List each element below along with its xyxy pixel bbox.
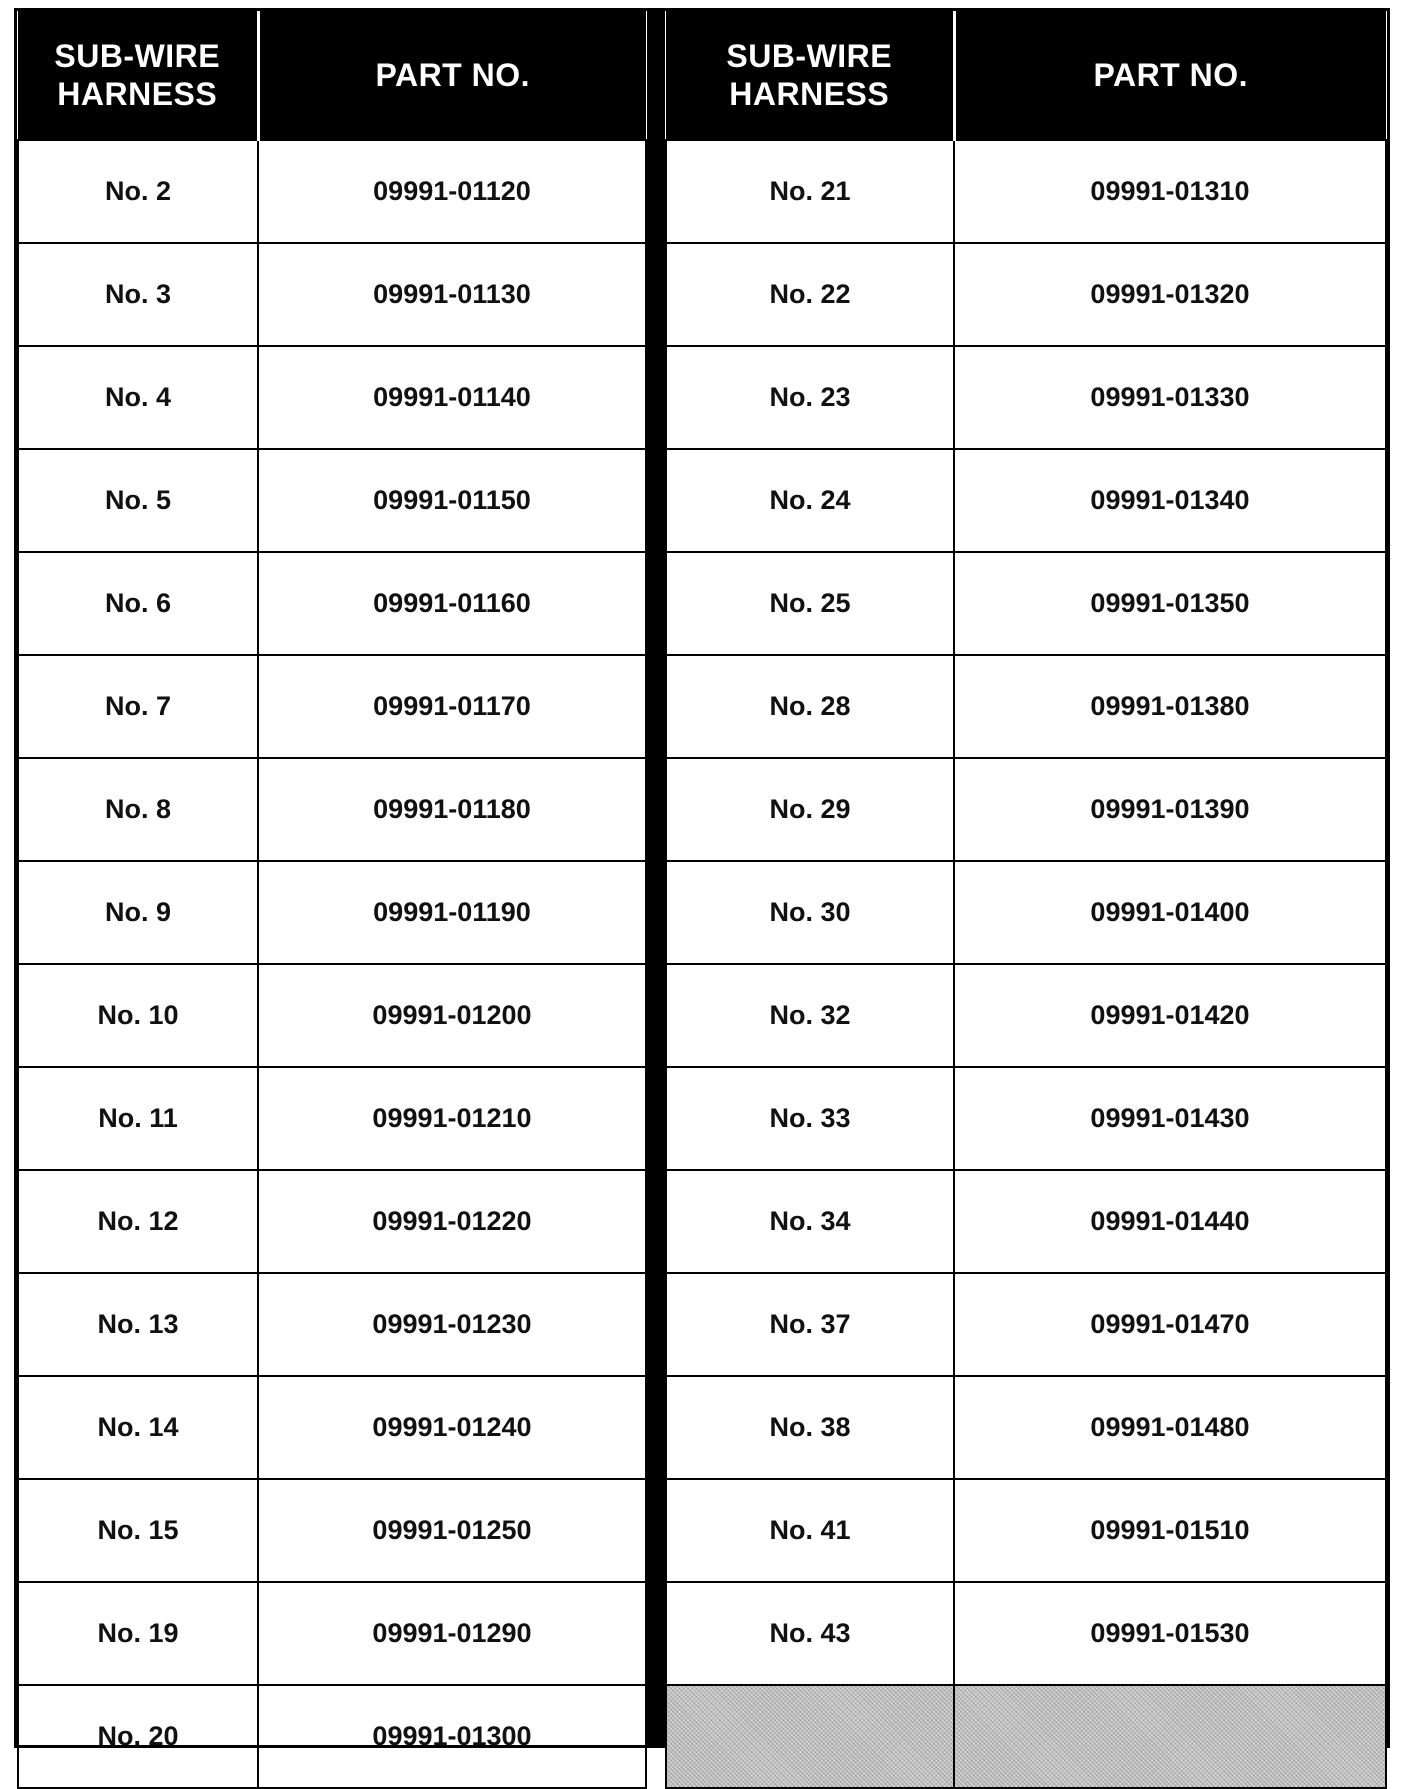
table-row	[18, 1170, 646, 1273]
table-row	[18, 1273, 646, 1376]
harness-cell: No. 34	[666, 1170, 954, 1273]
harness-cell: No. 28	[666, 655, 954, 758]
table-row	[18, 552, 646, 655]
harness-cell: No. 11	[18, 1067, 258, 1170]
part-no-cell: 09991-01510	[954, 1479, 1386, 1582]
harness-cell: No. 19	[18, 1582, 258, 1685]
right-harness-header	[666, 11, 954, 140]
harness-header-line2: HARNESS	[729, 76, 890, 112]
part-no-cell: 09991-01400	[954, 861, 1386, 964]
harness-cell: No. 3	[18, 243, 258, 346]
harness-cell: No. 14	[18, 1376, 258, 1479]
part-no-cell: 09991-01210	[258, 1067, 646, 1170]
harness-cell: No. 30	[666, 861, 954, 964]
harness-cell: No. 32	[666, 964, 954, 1067]
harness-cell: No. 41	[666, 1479, 954, 1582]
part-no-cell: 09991-01330	[954, 346, 1386, 449]
part-no-cell: 09991-01160	[258, 552, 646, 655]
harness-cell: No. 6	[18, 552, 258, 655]
harness-header-line1: SUB-WIRE	[54, 38, 221, 74]
table-row	[18, 964, 646, 1067]
table-row	[18, 346, 646, 449]
harness-cell: No. 5	[18, 449, 258, 552]
part-no-cell: 09991-01390	[954, 758, 1386, 861]
table-row-empty	[666, 1685, 1386, 1788]
right-header-row	[666, 11, 1386, 140]
harness-cell: No. 23	[666, 346, 954, 449]
table-row	[666, 655, 1386, 758]
part-no-cell: 09991-01190	[258, 861, 646, 964]
harness-cell: No. 15	[18, 1479, 258, 1582]
harness-cell: No. 7	[18, 655, 258, 758]
harness-cell: No. 20	[18, 1685, 258, 1788]
table-row	[666, 1170, 1386, 1273]
left-table-section	[14, 8, 650, 1751]
table-row	[18, 758, 646, 861]
table-row	[666, 552, 1386, 655]
table-row	[18, 1376, 646, 1479]
table-row	[18, 1582, 646, 1685]
left-harness-header	[18, 11, 258, 140]
harness-header-line2: HARNESS	[57, 76, 218, 112]
part-no-cell: 09991-01120	[258, 140, 646, 243]
table-row	[666, 1376, 1386, 1479]
harness-cell: No. 4	[18, 346, 258, 449]
harness-cell: No. 37	[666, 1273, 954, 1376]
part-no-cell: 09991-01420	[954, 964, 1386, 1067]
part-no-cell: 09991-01200	[258, 964, 646, 1067]
part-no-cell: 09991-01150	[258, 449, 646, 552]
table-row	[18, 861, 646, 964]
part-no-cell: 09991-01430	[954, 1067, 1386, 1170]
part-no-cell: 09991-01230	[258, 1273, 646, 1376]
parts-table-sheet	[14, 8, 1390, 1751]
harness-cell: No. 13	[18, 1273, 258, 1376]
part-no-cell: 09991-01140	[258, 346, 646, 449]
harness-cell: No. 38	[666, 1376, 954, 1479]
table-row	[18, 1685, 646, 1788]
right-part-no-header: PART NO.	[954, 11, 1386, 140]
table-row	[666, 964, 1386, 1067]
table-row	[666, 140, 1386, 243]
part-no-cell: 09991-01180	[258, 758, 646, 861]
table-row	[666, 1479, 1386, 1582]
harness-cell: No. 25	[666, 552, 954, 655]
harness-cell: No. 33	[666, 1067, 954, 1170]
part-no-cell: 09991-01440	[954, 1170, 1386, 1273]
harness-cell: No. 21	[666, 140, 954, 243]
part-no-cell: 09991-01290	[258, 1582, 646, 1685]
right-parts-table	[665, 11, 1387, 1789]
harness-cell: No. 10	[18, 964, 258, 1067]
right-table-section	[662, 8, 1390, 1748]
harness-cell: No. 24	[666, 449, 954, 552]
empty-shaded-cell	[666, 1685, 954, 1788]
empty-shaded-cell	[954, 1685, 1386, 1788]
table-row	[666, 758, 1386, 861]
center-divider	[650, 8, 662, 1748]
table-row	[666, 861, 1386, 964]
part-no-cell: 09991-01350	[954, 552, 1386, 655]
harness-cell: No. 22	[666, 243, 954, 346]
table-row	[666, 346, 1386, 449]
harness-header-line1: SUB-WIRE	[726, 38, 893, 74]
part-no-cell: 09991-01320	[954, 243, 1386, 346]
table-row	[18, 1479, 646, 1582]
left-header-row	[18, 11, 646, 140]
part-no-cell: 09991-01250	[258, 1479, 646, 1582]
left-part-no-header: PART NO.	[258, 11, 646, 140]
part-no-cell: 09991-01530	[954, 1582, 1386, 1685]
table-row	[666, 243, 1386, 346]
part-no-cell: 09991-01300	[258, 1685, 646, 1788]
table-row	[18, 1067, 646, 1170]
part-no-cell: 09991-01480	[954, 1376, 1386, 1479]
table-row	[18, 449, 646, 552]
part-no-cell: 09991-01220	[258, 1170, 646, 1273]
table-row	[666, 1067, 1386, 1170]
table-row	[666, 449, 1386, 552]
part-no-cell: 09991-01340	[954, 449, 1386, 552]
table-row	[18, 140, 646, 243]
part-no-cell: 09991-01380	[954, 655, 1386, 758]
harness-cell: No. 29	[666, 758, 954, 861]
harness-cell: No. 2	[18, 140, 258, 243]
part-no-cell: 09991-01170	[258, 655, 646, 758]
table-row	[666, 1273, 1386, 1376]
harness-cell: No. 12	[18, 1170, 258, 1273]
harness-cell: No. 8	[18, 758, 258, 861]
part-no-cell: 09991-01470	[954, 1273, 1386, 1376]
harness-cell: No. 9	[18, 861, 258, 964]
table-row	[18, 243, 646, 346]
left-parts-table	[17, 11, 647, 1789]
table-row	[666, 1582, 1386, 1685]
harness-cell: No. 43	[666, 1582, 954, 1685]
part-no-cell: 09991-01310	[954, 140, 1386, 243]
part-no-cell: 09991-01130	[258, 243, 646, 346]
part-no-cell: 09991-01240	[258, 1376, 646, 1479]
table-row	[18, 655, 646, 758]
